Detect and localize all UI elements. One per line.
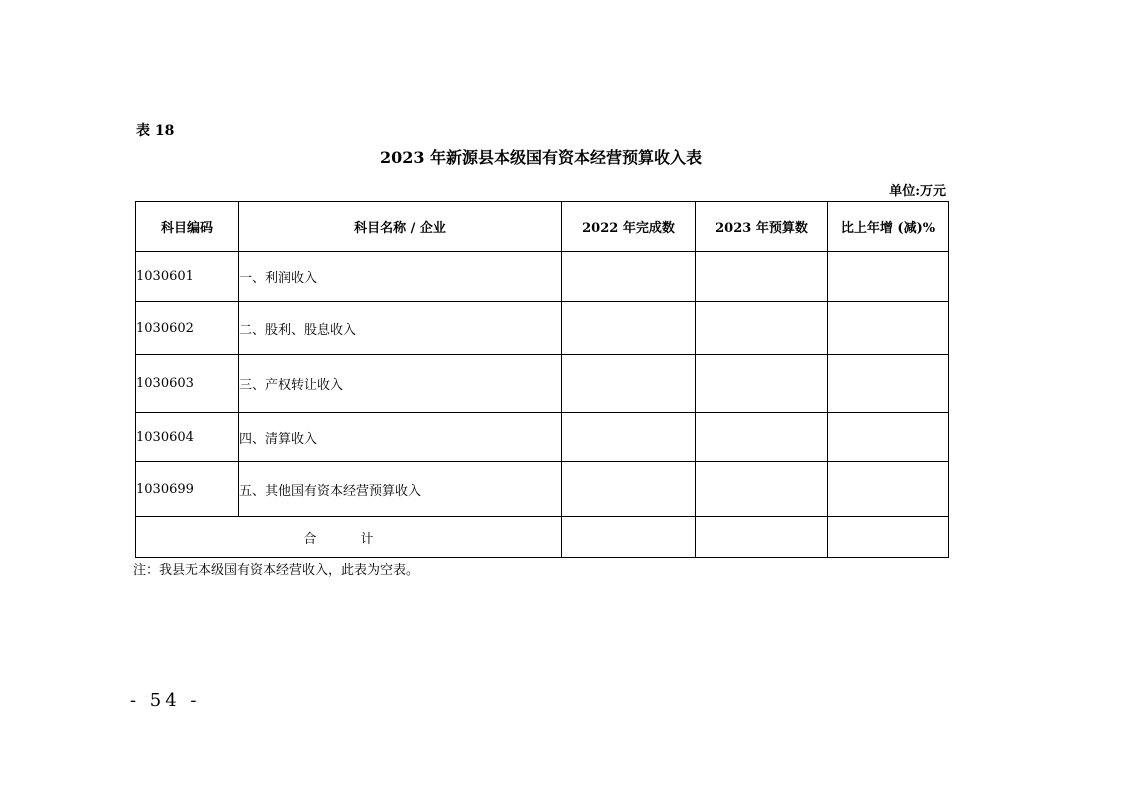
row-code: 1030603 — [136, 355, 239, 413]
table-row — [136, 302, 949, 355]
total-change-pct — [828, 517, 949, 558]
row-name: 四、清算收入 — [239, 413, 562, 462]
row-name: 三、产权转让收入 — [239, 355, 562, 413]
row-code: 1030601 — [136, 252, 239, 302]
header-code: 科目编码 — [136, 202, 239, 252]
total-label: 合 计 — [136, 517, 562, 558]
header-change-pct: 比上年增 (减)% — [828, 202, 949, 252]
page-number: - 54 - — [130, 690, 201, 711]
row-code: 1030604 — [136, 413, 239, 462]
row-name: 一、利润收入 — [239, 252, 562, 302]
row-change-pct — [828, 462, 949, 517]
table-row — [136, 252, 949, 302]
row-budget-2023 — [696, 413, 828, 462]
total-done-2022 — [562, 517, 696, 558]
row-name: 二、股利、股息收入 — [239, 302, 562, 355]
row-change-pct — [828, 413, 949, 462]
row-code: 1030602 — [136, 302, 239, 355]
document-title: 2023 年新源县本级国有资本经营预算收入表 — [379, 148, 703, 167]
total-row — [136, 517, 949, 558]
header-done-2022: 2022 年完成数 — [562, 202, 696, 252]
header-name: 科目名称 / 企业 — [239, 202, 562, 252]
table-row — [136, 462, 949, 517]
row-done-2022 — [562, 252, 696, 302]
row-budget-2023 — [696, 462, 828, 517]
row-change-pct — [828, 302, 949, 355]
table-row — [136, 413, 949, 462]
row-done-2022 — [562, 413, 696, 462]
table-row — [136, 355, 949, 413]
row-done-2022 — [562, 302, 696, 355]
header-budget-2023: 2023 年预算数 — [696, 202, 828, 252]
total-budget-2023 — [696, 517, 828, 558]
row-budget-2023 — [696, 302, 828, 355]
table-note: 注：我县无本级国有资本经营收入，此表为空表。 — [133, 563, 420, 578]
row-budget-2023 — [696, 252, 828, 302]
row-change-pct — [828, 252, 949, 302]
row-budget-2023 — [696, 355, 828, 413]
row-change-pct — [828, 355, 949, 413]
row-code: 1030699 — [136, 462, 239, 517]
unit-label: 单位:万元 — [889, 184, 946, 199]
table-header-row — [136, 202, 949, 252]
budget-table — [135, 201, 949, 558]
row-done-2022 — [562, 355, 696, 413]
table-number: 表 18 — [136, 123, 175, 139]
row-done-2022 — [562, 462, 696, 517]
row-name: 五、其他国有资本经营预算收入 — [239, 462, 562, 517]
